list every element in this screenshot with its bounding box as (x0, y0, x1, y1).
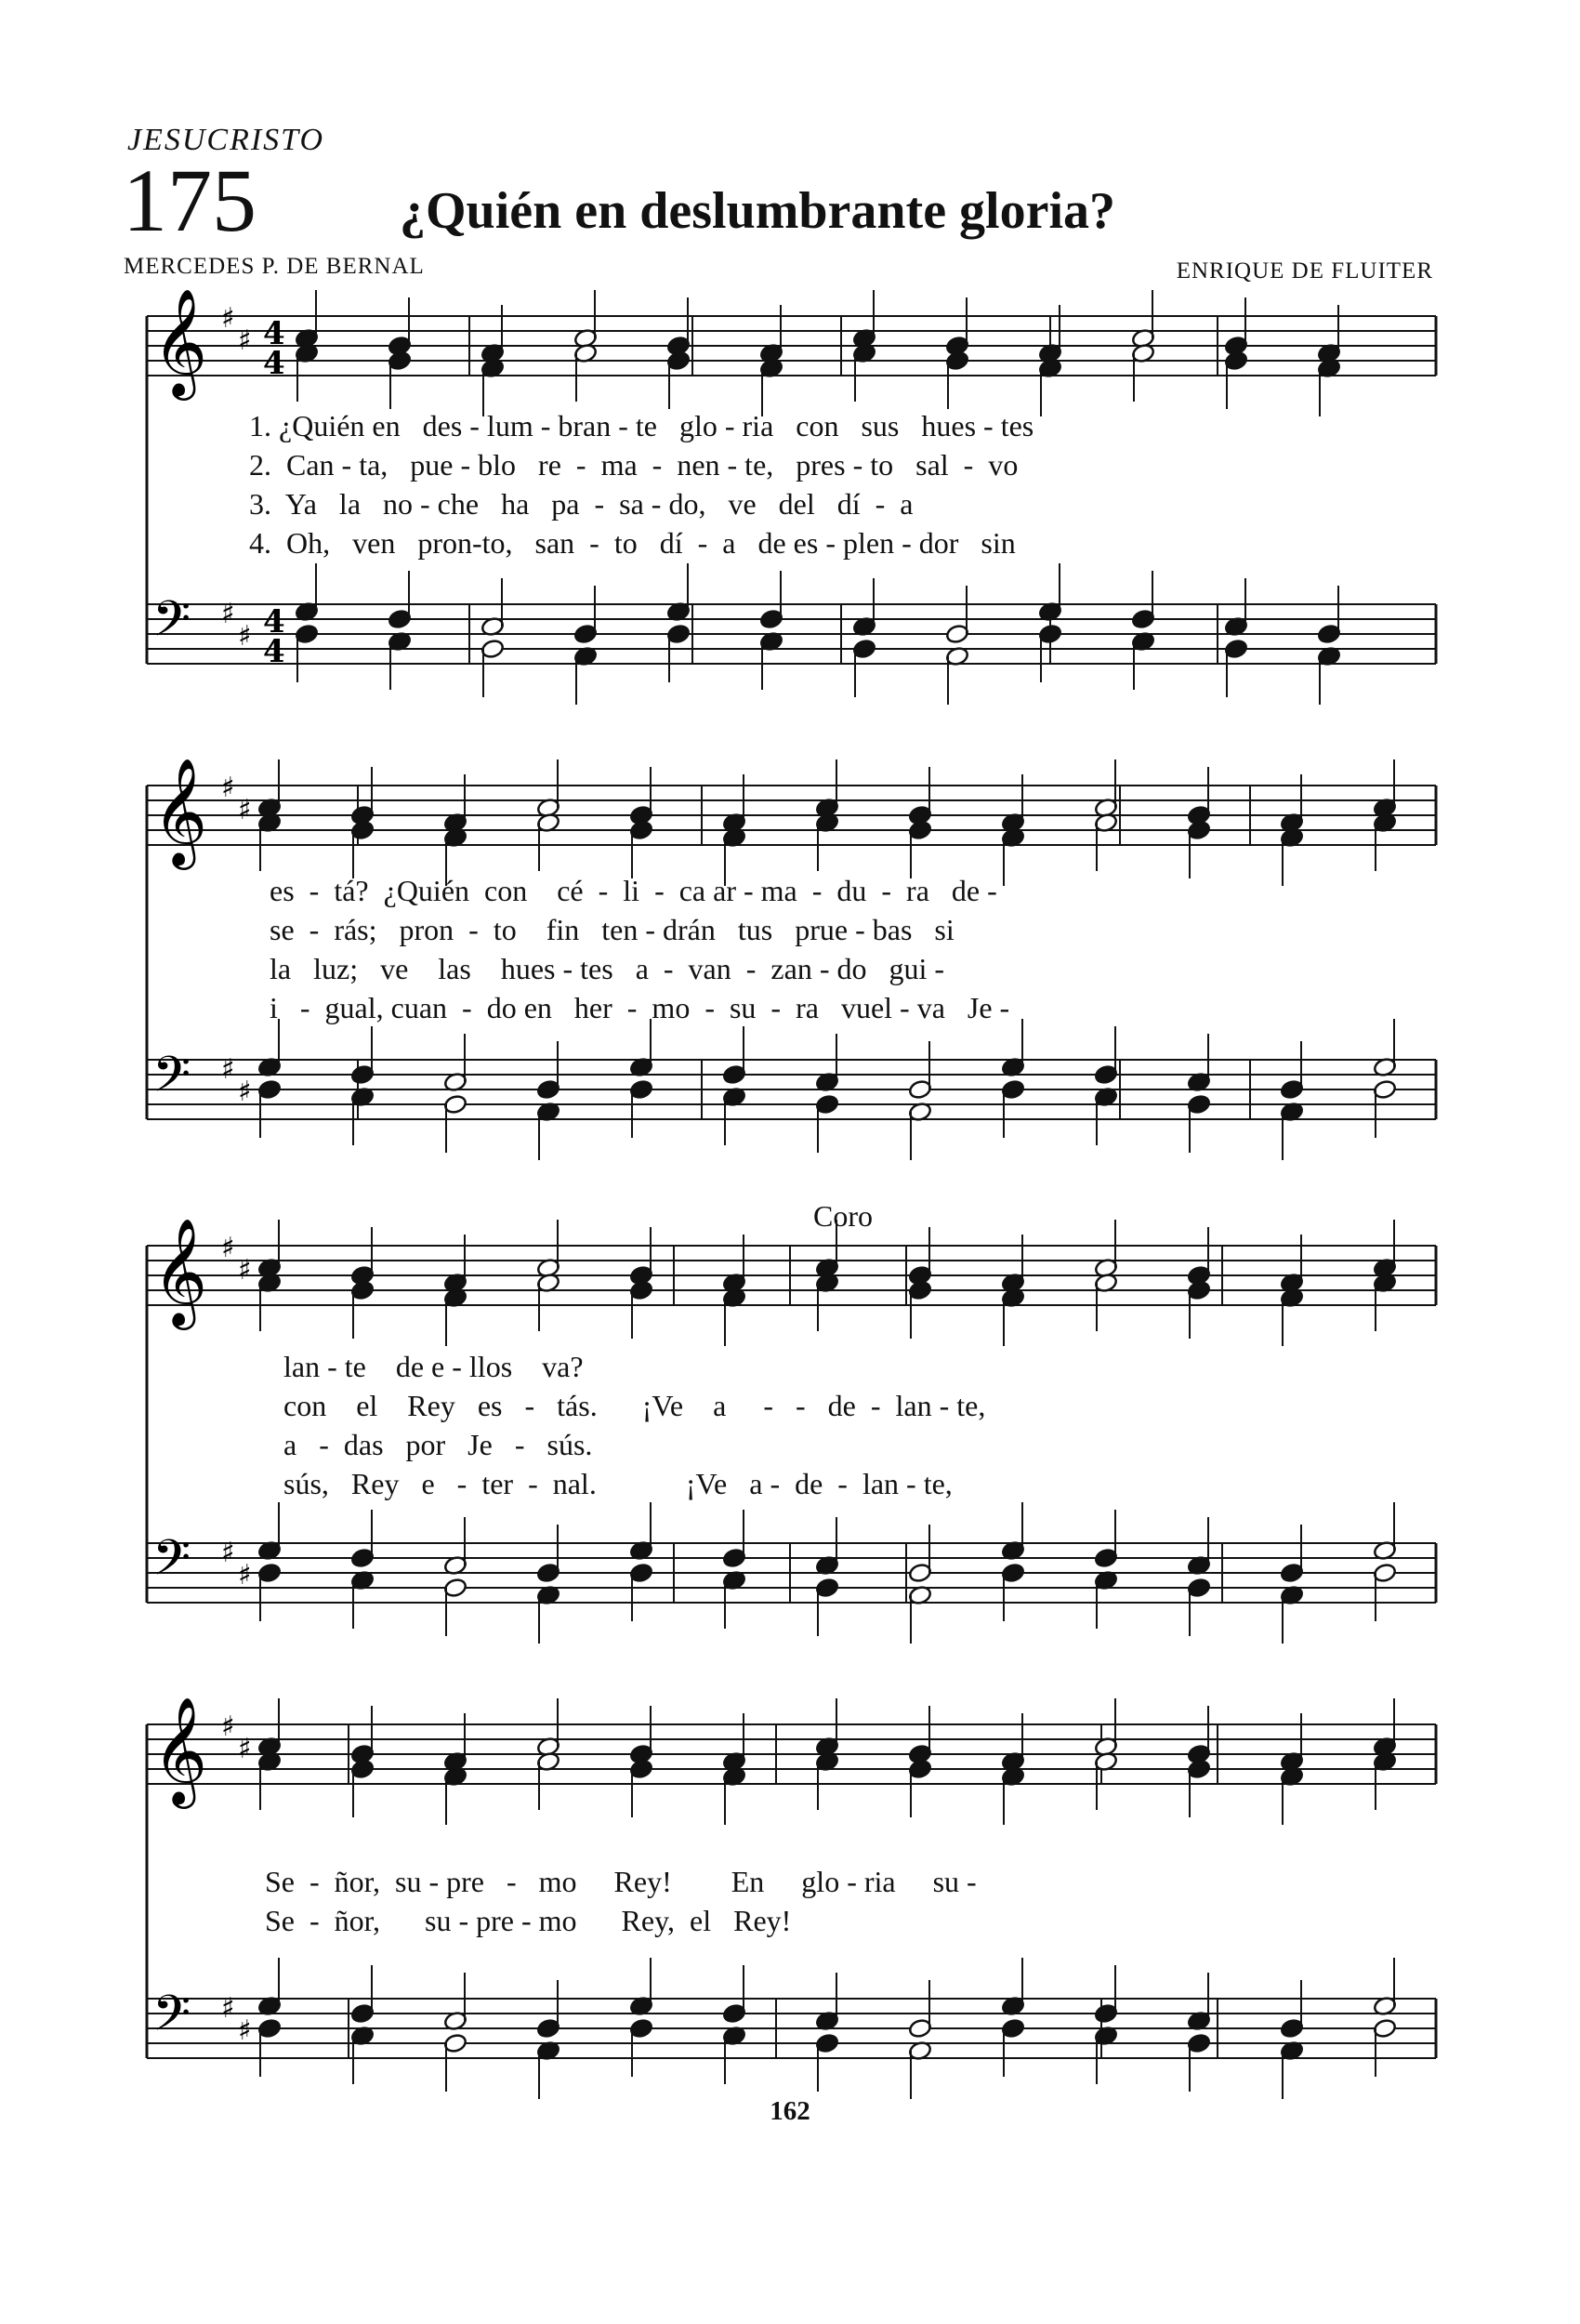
bass-clef: 𝄢 (152, 591, 191, 660)
bass-clef: 𝄢 (152, 1047, 191, 1116)
coro-label: Coro (813, 1199, 873, 1233)
sharp-sign: ♯ (238, 1733, 252, 1765)
sharp-sign: ♯ (221, 772, 235, 804)
lyric-line: 2. Can - ta, pue - blo re - ma - nen - te, pres - to sal - vo (249, 448, 1019, 482)
page-number: 162 (770, 2096, 810, 2126)
sharp-sign: ♯ (221, 1710, 235, 1743)
sharp-sign: ♯ (221, 598, 235, 630)
time-signature: 4 (263, 633, 285, 670)
lyric-line: se - rás; pron - to fin ten - drán tus prue - bas si (270, 913, 955, 946)
lyric-line: con el Rey es - tás. ¡Ve a - - de - lan - te, (283, 1389, 986, 1422)
lyric-line: es - tá? ¿Quién con cé - li - ca ar - ma - du - ra de - (270, 874, 997, 907)
lyric-line: la luz; ve las hues - tes a - van - zan - do gui - (270, 952, 945, 985)
lyric-line: Se - ñor, su - pre - mo Rey, el Rey! (265, 1904, 792, 1937)
sharp-sign: ♯ (221, 1992, 235, 2025)
sharp-sign: ♯ (221, 1053, 235, 1086)
lyric-line: Se - ñor, su - pre - mo Rey! En glo - ria su - (265, 1865, 977, 1898)
lyric-line: 1. ¿Quién en des - lum - bran - te glo - ria con sus hues - tes (249, 409, 1034, 442)
time-signature: 4 (263, 603, 285, 640)
treble-clef: 𝄞 (152, 1696, 208, 1804)
sharp-sign: ♯ (238, 1559, 252, 1591)
time-signature: 4 (263, 345, 285, 382)
bass-clef: 𝄢 (152, 1530, 191, 1599)
sharp-sign: ♯ (238, 1254, 252, 1287)
composer-credit: ENRIQUE DE FLUITER (1176, 258, 1433, 284)
hymn-number: 175 (123, 151, 257, 250)
sharp-sign: ♯ (238, 794, 252, 826)
lyric-line: i - gual, cuan - do en her - mo - su - ra vuel - va Je - (270, 991, 1010, 1024)
sharp-sign: ♯ (238, 324, 252, 357)
treble-clef: 𝄞 (152, 287, 208, 396)
sharp-sign: ♯ (238, 620, 252, 653)
category-label: JESUCRISTO (127, 123, 325, 157)
treble-clef: 𝄞 (152, 757, 208, 865)
lyric-line: 3. Ya la no - che ha pa - sa - do, ve del dí - a (249, 487, 914, 521)
lyric-line: sús, Rey e - ter - nal. ¡Ve a - de - lan - te, (283, 1467, 953, 1500)
sharp-sign: ♯ (238, 1076, 252, 1108)
time-signature: 4 (263, 315, 285, 352)
author-credit: MERCEDES P. DE BERNAL (124, 254, 425, 279)
sharp-sign: ♯ (221, 302, 235, 335)
sharp-sign: ♯ (221, 1232, 235, 1264)
lyric-line: lan - te de e - llos va? (283, 1350, 584, 1383)
lyric-line: 4. Oh, ven pron-to, san - to dí - a de es - plen - dor sin (249, 526, 1016, 560)
lyric-line: a - das por Je - sús. (283, 1428, 593, 1461)
treble-clef: 𝄞 (152, 1217, 208, 1326)
hymn-title: ¿Quién en deslumbrante gloria? (400, 182, 1116, 240)
sharp-sign: ♯ (238, 2014, 252, 2047)
sharp-sign: ♯ (221, 1537, 235, 1569)
bass-clef: 𝄢 (152, 1986, 191, 2054)
